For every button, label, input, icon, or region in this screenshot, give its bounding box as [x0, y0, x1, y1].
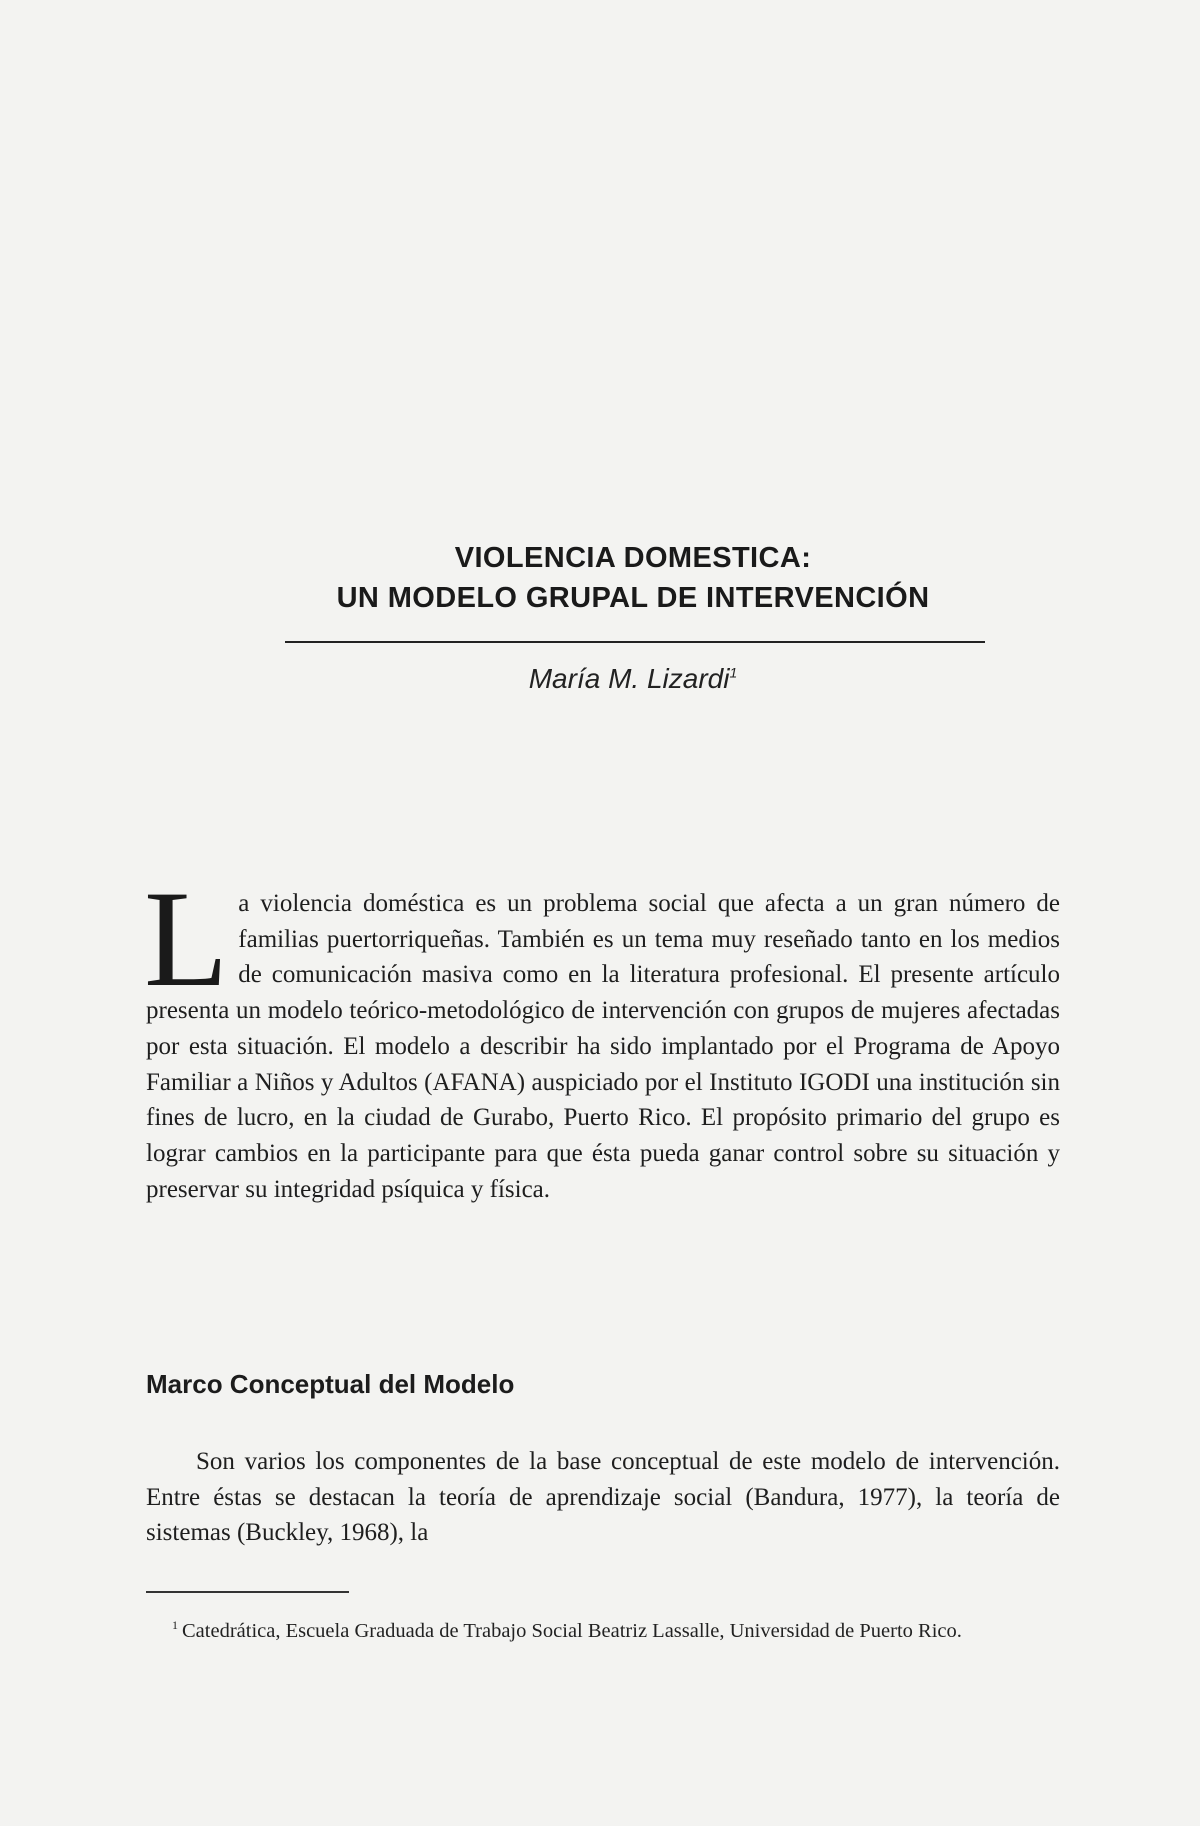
title-line-1: VIOLENCIA DOMESTICA:	[454, 542, 812, 574]
title-line-2: UN MODELO GRUPAL DE INTERVENCIÓN	[336, 582, 930, 614]
intro-text: a violencia doméstica es un problema social que afecta a un gran número de familias puertorriqueñas. También es un tema muy reseñado tanto en los medios de comunicación masiva como en la literatura profesional. El presente artículo presenta un modelo teórico-metodológico de intervención con grupos de mujeres afectadas por esta situación. El modelo a describir ha sido implantado por el Programa de Apoyo Familiar a Niños y Adultos (AFANA) auspiciado por el Instituto IGODI una institución sin fines de lucro, en la ciudad de Gurabo, Puerto Rico. El propósito primario del grupo es lograr cambios en la participante para que ésta pueda ganar control sobre su situación y preservar su integridad psíquica y física.	[146, 890, 1060, 1203]
footnote-divider	[146, 1591, 349, 1593]
section-heading: Marco Conceptual del Modelo	[146, 1369, 515, 1399]
author-name	[280, 663, 986, 695]
section-paragraph: Son varios los componentes de la base conceptual de este modelo de intervención. Entre éstas se destacan la teoría de aprendizaje social (Bandura, 1977), la teoría de sistemas (Buckley, 1968), la	[146, 1448, 1060, 1547]
title-divider	[285, 641, 985, 643]
drop-cap: L	[144, 862, 229, 1015]
author-footnote-mark: 1	[729, 664, 738, 681]
footnote-mark: 1	[172, 1618, 178, 1632]
article-title	[280, 538, 986, 618]
author-text: María M. Lizardi	[528, 663, 730, 694]
footnote	[146, 1609, 1060, 1647]
footnote-text: Catedrática, Escuela Graduada de Trabajo Social Beatriz Lassalle, Universidad de Puerto Rico.	[182, 1619, 962, 1642]
intro-paragraph	[144, 862, 1060, 1207]
